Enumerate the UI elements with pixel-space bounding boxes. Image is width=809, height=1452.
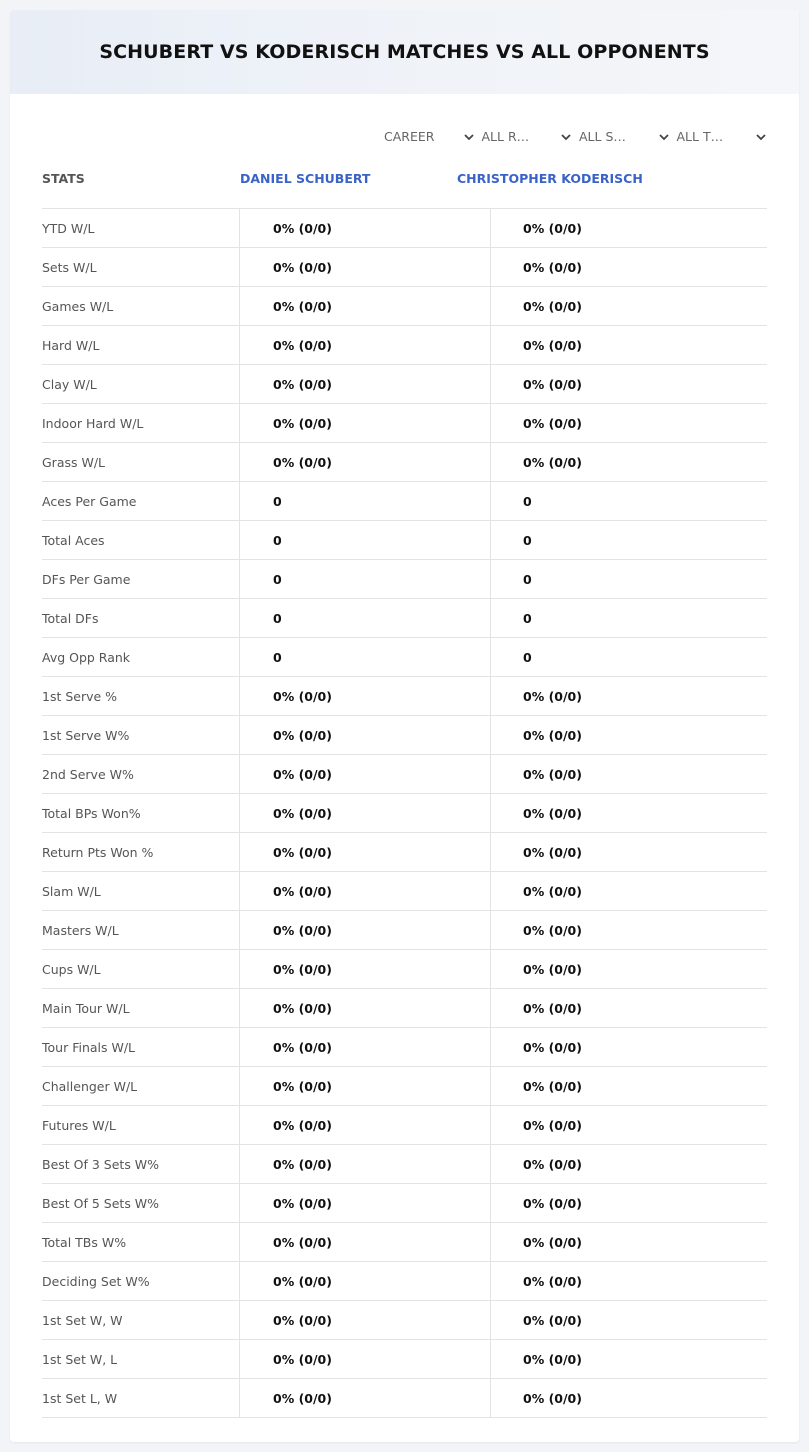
player1-value: 0 <box>240 638 491 677</box>
player2-value: 0% (0/0) <box>491 716 768 755</box>
player2-value: 0% (0/0) <box>491 1340 768 1379</box>
player1-value: 0 <box>240 560 491 599</box>
player1-value: 0% (0/0) <box>240 911 491 950</box>
player2-value: 0% (0/0) <box>491 1184 768 1223</box>
chevron-down-icon <box>561 132 571 142</box>
stat-label: Sets W/L <box>42 248 240 287</box>
player2-value: 0% (0/0) <box>491 872 768 911</box>
player1-value: 0% (0/0) <box>240 872 491 911</box>
player1-value: 0% (0/0) <box>240 287 491 326</box>
stat-label: DFs Per Game <box>42 560 240 599</box>
table-row <box>42 326 767 365</box>
chevron-down-icon <box>659 132 669 142</box>
player2-value: 0% (0/0) <box>491 911 768 950</box>
stat-label: Avg Opp Rank <box>42 638 240 677</box>
stat-label: Futures W/L <box>42 1106 240 1145</box>
player1-value: 0 <box>240 521 491 560</box>
stat-label: Total TBs W% <box>42 1223 240 1262</box>
table-row <box>42 1067 767 1106</box>
table-row <box>42 872 767 911</box>
stat-label: Aces Per Game <box>42 482 240 521</box>
stat-label: Best Of 3 Sets W% <box>42 1145 240 1184</box>
table-row <box>42 1106 767 1145</box>
player1-value: 0% (0/0) <box>240 1145 491 1184</box>
table-row <box>42 911 767 950</box>
player1-value: 0% (0/0) <box>240 1262 491 1301</box>
table-row <box>42 248 767 287</box>
chevron-down-icon <box>756 132 766 142</box>
table-row <box>42 1184 767 1223</box>
stat-label: Total DFs <box>42 599 240 638</box>
table-row <box>42 443 767 482</box>
column-header-player2-link[interactable]: CHRISTOPHER KODERISCH <box>457 171 643 186</box>
player1-value: 0% (0/0) <box>240 755 491 794</box>
player2-value: 0% (0/0) <box>491 1067 768 1106</box>
player2-value: 0% (0/0) <box>491 755 768 794</box>
stat-label: Clay W/L <box>42 365 240 404</box>
player1-value: 0 <box>240 482 491 521</box>
table-row <box>42 1262 767 1301</box>
player2-value: 0% (0/0) <box>491 326 768 365</box>
table-row <box>42 1145 767 1184</box>
stat-label: Main Tour W/L <box>42 989 240 1028</box>
player1-value: 0% (0/0) <box>240 365 491 404</box>
table-row <box>42 1379 767 1418</box>
table-row <box>42 599 767 638</box>
player1-value: 0% (0/0) <box>240 1340 491 1379</box>
filter-bar <box>380 126 770 148</box>
table-row <box>42 638 767 677</box>
table-row <box>42 755 767 794</box>
player2-value: 0% (0/0) <box>491 1262 768 1301</box>
stat-label: Tour Finals W/L <box>42 1028 240 1067</box>
player2-value: 0% (0/0) <box>491 1106 768 1145</box>
filter-label: ALL T… <box>676 129 724 144</box>
player2-value: 0% (0/0) <box>491 1223 768 1262</box>
player1-value: 0% (0/0) <box>240 248 491 287</box>
stat-label: Masters W/L <box>42 911 240 950</box>
page-header <box>10 10 799 94</box>
stat-label: Return Pts Won % <box>42 833 240 872</box>
stat-label: 2nd Serve W% <box>42 755 240 794</box>
stat-label: Hard W/L <box>42 326 240 365</box>
player1-value: 0% (0/0) <box>240 794 491 833</box>
stat-label: Slam W/L <box>42 872 240 911</box>
stat-label: Grass W/L <box>42 443 240 482</box>
stat-label: Total BPs Won% <box>42 794 240 833</box>
stats-card <box>10 10 799 1442</box>
table-row <box>42 1028 767 1067</box>
player2-value: 0% (0/0) <box>491 443 768 482</box>
filter-surface-select[interactable] <box>575 126 673 148</box>
player2-value: 0% (0/0) <box>491 1379 768 1418</box>
player1-value: 0% (0/0) <box>240 209 491 248</box>
player2-value: 0 <box>491 521 768 560</box>
player2-value: 0% (0/0) <box>491 1301 768 1340</box>
table-row <box>42 989 767 1028</box>
stat-label: Cups W/L <box>42 950 240 989</box>
player2-value: 0% (0/0) <box>491 1145 768 1184</box>
filter-tournament-select[interactable] <box>673 126 771 148</box>
stat-label: Games W/L <box>42 287 240 326</box>
player2-value: 0% (0/0) <box>491 248 768 287</box>
player1-value: 0% (0/0) <box>240 989 491 1028</box>
table-row <box>42 950 767 989</box>
player2-value: 0% (0/0) <box>491 1028 768 1067</box>
table-row <box>42 1301 767 1340</box>
filter-label: ALL S… <box>579 129 626 144</box>
player1-value: 0% (0/0) <box>240 1028 491 1067</box>
player2-value: 0 <box>491 599 768 638</box>
player2-value: 0% (0/0) <box>491 833 768 872</box>
filter-label: ALL R… <box>481 129 530 144</box>
player2-value: 0% (0/0) <box>491 677 768 716</box>
player2-value: 0% (0/0) <box>491 404 768 443</box>
table-row <box>42 833 767 872</box>
stat-label: 1st Serve % <box>42 677 240 716</box>
player1-value: 0% (0/0) <box>240 1067 491 1106</box>
player1-value: 0% (0/0) <box>240 950 491 989</box>
player1-value: 0% (0/0) <box>240 1223 491 1262</box>
table-row <box>42 482 767 521</box>
stat-label: 1st Set W, L <box>42 1340 240 1379</box>
table-row <box>42 365 767 404</box>
table-row <box>42 287 767 326</box>
player1-value: 0 <box>240 599 491 638</box>
player2-value: 0% (0/0) <box>491 287 768 326</box>
stat-label: Best Of 5 Sets W% <box>42 1184 240 1223</box>
stat-label: YTD W/L <box>42 209 240 248</box>
player1-value: 0% (0/0) <box>240 443 491 482</box>
table-row <box>42 716 767 755</box>
stat-label: Total Aces <box>42 521 240 560</box>
player1-value: 0% (0/0) <box>240 1301 491 1340</box>
player1-value: 0% (0/0) <box>240 1106 491 1145</box>
table-row <box>42 209 767 248</box>
stat-label: 1st Set W, W <box>42 1301 240 1340</box>
player2-value: 0% (0/0) <box>491 989 768 1028</box>
table-row <box>42 521 767 560</box>
stat-label: Indoor Hard W/L <box>42 404 240 443</box>
stat-label: 1st Set L, W <box>42 1379 240 1418</box>
player2-value: 0% (0/0) <box>491 950 768 989</box>
stat-label: 1st Serve W% <box>42 716 240 755</box>
stats-table <box>42 208 767 1418</box>
table-row <box>42 677 767 716</box>
stats-table-body <box>42 209 767 1418</box>
table-row <box>42 794 767 833</box>
table-row <box>42 404 767 443</box>
player1-value: 0% (0/0) <box>240 404 491 443</box>
player1-value: 0% (0/0) <box>240 716 491 755</box>
column-header-stats: STATS <box>42 171 85 186</box>
filter-period-select[interactable] <box>380 126 478 148</box>
table-row <box>42 1340 767 1379</box>
stat-label: Challenger W/L <box>42 1067 240 1106</box>
filter-round-select[interactable] <box>478 126 576 148</box>
player1-value: 0% (0/0) <box>240 677 491 716</box>
player2-value: 0% (0/0) <box>491 209 768 248</box>
player2-value: 0% (0/0) <box>491 794 768 833</box>
player2-value: 0 <box>491 482 768 521</box>
player2-value: 0 <box>491 560 768 599</box>
column-header-player1-link[interactable]: DANIEL SCHUBERT <box>240 171 371 186</box>
stat-label: Deciding Set W% <box>42 1262 240 1301</box>
page-title: SCHUBERT VS KODERISCH MATCHES VS ALL OPPONENTS <box>99 41 710 63</box>
player1-value: 0% (0/0) <box>240 1184 491 1223</box>
table-row <box>42 560 767 599</box>
chevron-down-icon <box>464 132 474 142</box>
table-row <box>42 1223 767 1262</box>
player2-value: 0 <box>491 638 768 677</box>
player1-value: 0% (0/0) <box>240 1379 491 1418</box>
player2-value: 0% (0/0) <box>491 365 768 404</box>
filter-label: CAREER <box>384 129 435 144</box>
player1-value: 0% (0/0) <box>240 833 491 872</box>
player1-value: 0% (0/0) <box>240 326 491 365</box>
